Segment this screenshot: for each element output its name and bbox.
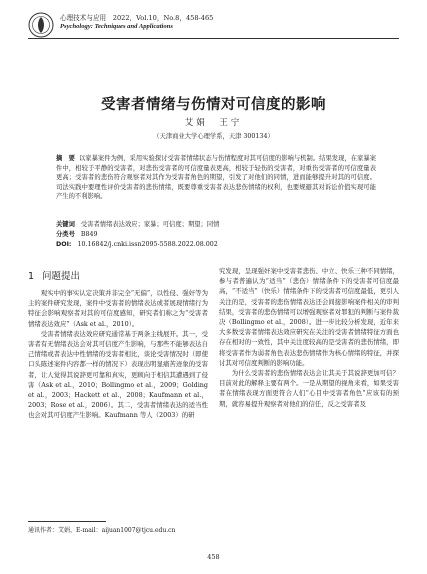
abstract-text: 以家暴案件为例，采用实验探讨受害者情绪状态与伤情程度对其可信度的影响与机制。结果发现，在家暴案件中，相较于平静的受害者，对悲伤受害者的可信度量表更高，相较于轻伤的受害者，对重伤受害者的可信度量表更高；受害者的悲伤符合观察者对其作为受害者角色的期望，引发了对他们的同情，进而能够提升对其的可信度。司法实践中要理性评价受害者的悲伤情绪，既要尊重受害者表达悲伤情绪的权利，也要规避其对诉讼价值实现可能产生的不利影响。 xyxy=(56,155,377,201)
paragraph: 观实中的事实认定决策并非完全“无偏”，以性侵、强奸等为主的案件研究发现，案件中受害者的情绪表达或者展现情绪行为特征会影响观察者对其的可信度感知，研究者们称之为“受害者情绪表达效应”（Ask et al.，2010）。 xyxy=(28,289,208,328)
abstract xyxy=(56,154,376,202)
classification-label: 分类号 xyxy=(56,231,75,238)
journal-citation: 心理技术与应用 2022，Vol.10，No.8，458-465 xyxy=(60,14,214,22)
right-column xyxy=(219,266,399,409)
classification-text: B849 xyxy=(80,231,98,238)
paragraph: 为什么受害者的悲伤情绪表达会让其关于其说辞更加可信？目前对此的解释主要有两个。一是从期望的视角来看，如果受害者在情绪表现方面更符合人们“心目中受害者角色”应该有的预期，就容易提升观察者对他们的信任，反之受害者及 xyxy=(219,369,399,408)
article-title: 受害者情绪与伤情对可信度的影响 xyxy=(101,97,326,113)
affiliation: （天津商业大学心理学系，天津 300134） xyxy=(153,133,274,140)
section-title: 问题提出 xyxy=(42,271,81,282)
classification xyxy=(56,230,98,239)
running-head xyxy=(60,14,213,31)
keywords-label: 关键词 xyxy=(56,221,75,228)
journal-english-name: Psychology: Techniques and Applications xyxy=(60,22,173,30)
paragraph: 究发现，呈现强奸案中受害者悲伤、中立、快乐三种不同情绪，参与者普遍认为“适当”（悲伤）情绪条件下的受害者可信度最高，“不适当”（快乐）情绪条件下的受害者可信度最低，更引人关注的是，受害者的悲伤情绪表达还会间接影响案件相关的审判结果，受害者的悲伤情绪可以增强观察者对罪犯的判断与案件裁决（Bollingmo et al.，2008）。进一步比较分析发现，近年来大多数受害者情绪表达效应研究在关注的受害者情绪特征方面也存在相对的一致性，其中关注度较高的是受害者的悲伤情绪，即将受害者作为弱者角色表达悲伤情绪作为核心情绪的特征，并探讨其对可信度判断的影响功能。 xyxy=(219,267,399,367)
doi xyxy=(56,240,218,249)
abstract-label: 摘 要 xyxy=(56,155,75,162)
authors: 艾娟 王宁 xyxy=(184,118,243,128)
keywords-text: 受害者情绪表达效应；家暴；可信度；期望；同情 xyxy=(80,221,220,228)
paragraph: 受害者情绪表达效应研究通常基于两条主线展开。其一，受害者有无情绪表达会对其可信度产生影响，与那些不能够表达自己情绪或者表达中性情绪的受害者相比，谈论受害情况时（即使口头陈述案件内容都一样的情况下）表现出明显痛苦迹象的受害者，让人觉得其说辞更可靠和真实，更顾向于相信其遭遇到了侵害（Ask et al.，2010；Bollingmo et al.，2009；Golding et al.，2003；Hackett et al.，2008；Kaufmann et al.，2003；Rose et al.，2006）。其二，受害者情绪表达的适当性也会对其可信度产生影响。Kaufmann 等人（2003）的研 xyxy=(28,329,208,420)
page-number: 458 xyxy=(207,553,220,561)
doi-label: DOI: xyxy=(56,241,72,248)
journal-logo-icon xyxy=(28,12,54,38)
header-rule xyxy=(28,38,399,39)
footnote-rule xyxy=(28,521,106,522)
left-column xyxy=(28,288,208,421)
doi-text: 10.16842/j.cnki.issn2095-5588.2022.08.002 xyxy=(77,241,218,248)
keywords xyxy=(56,220,219,229)
section-number: 1 xyxy=(28,271,35,282)
section-heading xyxy=(28,268,80,282)
footnote: 通讯作者：艾娟，E-mail：aijuan1007@tjcu.edu.cn xyxy=(28,527,176,534)
